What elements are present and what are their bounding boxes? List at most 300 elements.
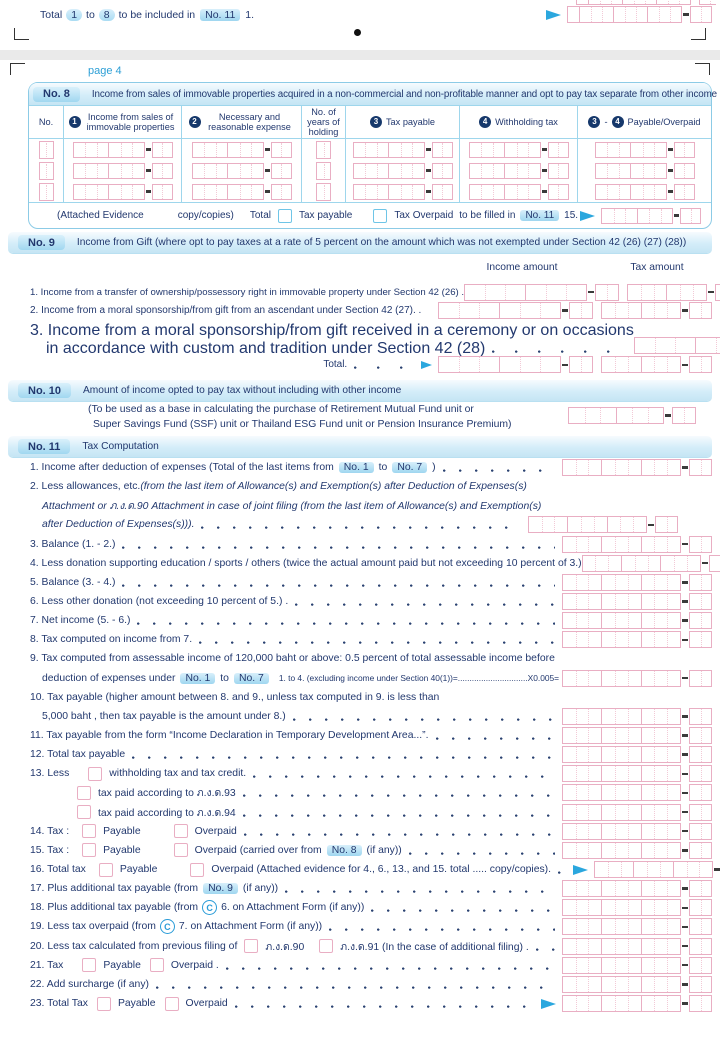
digit-cell[interactable] (642, 460, 655, 475)
digit-cell[interactable] (240, 185, 252, 199)
digit-cell[interactable] (607, 164, 619, 178)
digit-cell[interactable] (272, 143, 282, 157)
digit-cell[interactable] (121, 164, 133, 178)
amount-field[interactable] (582, 555, 720, 572)
digit-cell[interactable] (701, 357, 712, 372)
digit-cell[interactable] (520, 357, 540, 372)
digit-cell[interactable] (401, 185, 413, 199)
digit-cell[interactable] (97, 185, 109, 199)
digit-cell[interactable] (602, 881, 615, 896)
digit-cell[interactable] (588, 900, 601, 915)
digit-cell[interactable] (585, 408, 601, 423)
digit-cell[interactable] (576, 709, 589, 724)
digit-cell[interactable] (576, 958, 589, 973)
digit-cell[interactable] (681, 209, 691, 223)
digit-cell[interactable] (588, 977, 601, 992)
digit-cell[interactable] (690, 766, 701, 781)
digit-cell[interactable] (401, 143, 413, 157)
digit-cell[interactable] (615, 747, 628, 762)
digit-cell[interactable] (389, 164, 401, 178)
digit-cell[interactable] (628, 671, 641, 686)
digit-cell[interactable] (602, 671, 615, 686)
digit-cell[interactable] (642, 881, 655, 896)
digit-cell[interactable] (193, 185, 205, 199)
digit-cell[interactable] (563, 996, 576, 1011)
digit-cell[interactable] (622, 556, 635, 571)
digit-cell[interactable] (674, 556, 687, 571)
digit-cell[interactable] (608, 517, 621, 532)
digit-cell[interactable] (576, 537, 589, 552)
digit-cell[interactable] (121, 143, 133, 157)
digit-cell[interactable] (470, 185, 482, 199)
digit-cell[interactable] (635, 556, 648, 571)
amount-field[interactable] (562, 670, 712, 687)
digit-cell[interactable] (594, 517, 607, 532)
amount-field[interactable] (73, 142, 173, 158)
digit-cell[interactable] (602, 303, 615, 318)
amount-field[interactable] (601, 208, 701, 224)
digit-cell[interactable] (520, 303, 540, 318)
amount-field[interactable] (562, 459, 712, 476)
digit-cell[interactable] (412, 143, 424, 157)
digit-cell[interactable] (675, 164, 685, 178)
digit-cell[interactable] (588, 785, 601, 800)
digit-cell[interactable] (691, 7, 701, 22)
digit-cell[interactable] (654, 996, 667, 1011)
digit-cell[interactable] (558, 164, 568, 178)
digit-cell[interactable] (615, 357, 628, 372)
digit-cell[interactable] (667, 517, 678, 532)
digit-cell[interactable] (109, 164, 121, 178)
digit-cell[interactable] (596, 164, 608, 178)
digit-cell[interactable] (602, 709, 615, 724)
digit-cell[interactable] (588, 537, 601, 552)
digit-cell[interactable] (500, 357, 520, 372)
digit-cell[interactable] (654, 632, 667, 647)
amount-field[interactable] (73, 184, 173, 200)
amount-field[interactable] (576, 0, 716, 5)
digit-cell[interactable] (576, 977, 589, 992)
digit-cell[interactable] (684, 185, 694, 199)
digit-cell[interactable] (687, 862, 700, 877)
digit-cell[interactable] (433, 143, 443, 157)
amount-field[interactable] (562, 784, 712, 801)
digit-cell[interactable] (602, 209, 614, 223)
digit-cell[interactable] (563, 671, 576, 686)
digit-cell[interactable] (690, 709, 701, 724)
digit-cell[interactable] (628, 594, 641, 609)
digit-cell[interactable] (576, 919, 589, 934)
digit-cell[interactable] (628, 575, 641, 590)
digit-cell[interactable] (563, 460, 576, 475)
digit-cell[interactable] (648, 408, 664, 423)
digit-cell[interactable] (642, 900, 655, 915)
digit-cell[interactable] (74, 164, 86, 178)
digit-cell[interactable] (619, 185, 631, 199)
digit-cell[interactable] (588, 881, 601, 896)
digit-cell[interactable] (549, 185, 559, 199)
digit-cell[interactable] (576, 785, 589, 800)
digit-cell[interactable] (602, 785, 615, 800)
digit-cell[interactable] (588, 939, 601, 954)
digit-cell[interactable] (602, 919, 615, 934)
digit-cell[interactable] (641, 285, 654, 300)
digit-cell[interactable] (602, 632, 615, 647)
digit-cell[interactable] (667, 728, 680, 743)
digit-cell[interactable] (690, 537, 701, 552)
amount-field[interactable] (469, 163, 569, 179)
checkbox[interactable] (190, 863, 204, 877)
digit-cell[interactable] (667, 594, 680, 609)
digit-cell[interactable] (690, 919, 701, 934)
digit-cell[interactable] (642, 958, 655, 973)
digit-cell[interactable] (701, 728, 712, 743)
amount-field[interactable] (192, 142, 292, 158)
amount-field[interactable] (464, 284, 619, 301)
digit-cell[interactable] (701, 766, 712, 781)
digit-cell[interactable] (97, 143, 109, 157)
digit-cell[interactable] (667, 824, 680, 839)
digit-cell[interactable] (588, 709, 601, 724)
digit-cell[interactable] (642, 747, 655, 762)
digit-cell[interactable] (563, 785, 576, 800)
digit-cell[interactable] (615, 785, 628, 800)
digit-cell[interactable] (442, 164, 452, 178)
digit-cell[interactable] (607, 185, 619, 199)
digit-cell[interactable] (588, 460, 601, 475)
digit-cell[interactable] (628, 939, 641, 954)
digit-cell[interactable] (588, 632, 601, 647)
digit-cell[interactable] (654, 824, 667, 839)
digit-cell[interactable] (526, 285, 546, 300)
digit-cell[interactable] (576, 728, 589, 743)
digit-cell[interactable] (576, 671, 589, 686)
digit-cell[interactable] (251, 143, 263, 157)
digit-cell[interactable] (563, 632, 576, 647)
digit-cell[interactable] (615, 843, 628, 858)
digit-cell[interactable] (563, 900, 576, 915)
digit-cell[interactable] (654, 958, 667, 973)
amount-field[interactable] (562, 536, 712, 553)
amount-field[interactable] (595, 163, 695, 179)
digit-cell[interactable] (654, 285, 667, 300)
digit-cell[interactable] (667, 357, 680, 372)
digit-cell[interactable] (272, 164, 282, 178)
digit-cell[interactable] (576, 575, 589, 590)
digit-cell[interactable] (642, 632, 655, 647)
digit-cell[interactable] (602, 747, 615, 762)
tax-overpaid-checkbox[interactable] (373, 209, 387, 223)
digit-cell[interactable] (563, 843, 576, 858)
digit-cell[interactable] (459, 357, 479, 372)
digit-cell[interactable] (577, 0, 588, 4)
digit-cell[interactable] (615, 728, 628, 743)
digit-cell[interactable] (642, 303, 655, 318)
digit-cell[interactable] (401, 164, 413, 178)
digit-cell[interactable] (216, 164, 228, 178)
digit-cell[interactable] (481, 164, 493, 178)
digit-cell[interactable] (628, 357, 641, 372)
digit-cell[interactable] (481, 185, 493, 199)
digit-cell[interactable] (690, 900, 701, 915)
digit-cell[interactable] (602, 824, 615, 839)
checkbox[interactable] (77, 805, 91, 819)
digit-cell[interactable] (657, 0, 668, 4)
digit-cell[interactable] (634, 0, 645, 4)
digit-cell[interactable] (589, 0, 600, 4)
digit-cell[interactable] (576, 843, 589, 858)
digit-cell[interactable] (654, 728, 667, 743)
digit-cell[interactable] (654, 843, 667, 858)
digit-cell[interactable] (701, 805, 712, 820)
digit-cell[interactable] (643, 164, 655, 178)
digit-cell[interactable] (691, 209, 701, 223)
digit-cell[interactable] (563, 613, 576, 628)
digit-cell[interactable] (615, 939, 628, 954)
amount-field[interactable] (562, 765, 712, 782)
digit-box[interactable] (39, 183, 54, 201)
amount-field[interactable] (438, 356, 593, 373)
digit-cell[interactable] (602, 613, 615, 628)
amount-field[interactable] (562, 899, 712, 916)
amount-field[interactable] (562, 708, 712, 725)
digit-cell[interactable] (529, 517, 542, 532)
digit-cell[interactable] (638, 209, 650, 223)
digit-cell[interactable] (654, 919, 667, 934)
digit-cell[interactable] (85, 143, 97, 157)
digit-cell[interactable] (439, 303, 459, 318)
digit-cell[interactable] (701, 575, 712, 590)
digit-cell[interactable] (696, 338, 716, 353)
digit-cell[interactable] (690, 594, 701, 609)
digit-cell[interactable] (680, 285, 693, 300)
checkbox[interactable] (319, 939, 333, 953)
digit-cell[interactable] (479, 357, 499, 372)
digit-cell[interactable] (634, 862, 647, 877)
digit-cell[interactable] (631, 164, 643, 178)
digit-cell[interactable] (642, 709, 655, 724)
digit-cell[interactable] (615, 537, 628, 552)
digit-cell[interactable] (412, 185, 424, 199)
digit-cell[interactable] (716, 285, 720, 300)
digit-cell[interactable] (216, 185, 228, 199)
digit-cell[interactable] (602, 900, 615, 915)
amount-field[interactable] (438, 302, 593, 319)
digit-cell[interactable] (619, 143, 631, 157)
digit-cell[interactable] (654, 747, 667, 762)
digit-cell[interactable] (648, 556, 661, 571)
digit-cell[interactable] (614, 209, 626, 223)
digit-cell[interactable] (628, 537, 641, 552)
digit-cell[interactable] (500, 303, 520, 318)
digit-cell[interactable] (615, 613, 628, 628)
digit-cell[interactable] (132, 185, 144, 199)
digit-cell[interactable] (377, 143, 389, 157)
amount-field[interactable] (568, 407, 696, 424)
digit-cell[interactable] (654, 709, 667, 724)
digit-cell[interactable] (684, 143, 694, 157)
digit-cell[interactable] (642, 613, 655, 628)
digit-cell[interactable] (642, 671, 655, 686)
digit-cell[interactable] (701, 824, 712, 839)
digit-cell[interactable] (690, 632, 701, 647)
digit-cell[interactable] (595, 862, 608, 877)
digit-cell[interactable] (281, 143, 291, 157)
digit-cell[interactable] (701, 303, 712, 318)
amount-field[interactable] (469, 184, 569, 200)
digit-cell[interactable] (615, 824, 628, 839)
checkbox[interactable] (88, 767, 102, 781)
digit-cell[interactable] (602, 537, 615, 552)
digit-cell[interactable] (558, 143, 568, 157)
digit-cell[interactable] (701, 919, 712, 934)
digit-cell[interactable] (193, 164, 205, 178)
digit-cell[interactable] (690, 728, 701, 743)
digit-cell[interactable] (505, 143, 517, 157)
digit-cell[interactable] (581, 357, 592, 372)
digit-box[interactable] (39, 162, 54, 180)
digit-cell[interactable] (365, 185, 377, 199)
digit-cell[interactable] (701, 671, 712, 686)
digit-cell[interactable] (600, 408, 616, 423)
digit-cell[interactable] (701, 632, 712, 647)
digit-cell[interactable] (549, 164, 559, 178)
digit-cell[interactable] (623, 0, 634, 4)
digit-cell[interactable] (74, 185, 86, 199)
digit-cell[interactable] (628, 977, 641, 992)
digit-cell[interactable] (588, 996, 601, 1011)
digit-cell[interactable] (628, 460, 641, 475)
digit-cell[interactable] (628, 824, 641, 839)
digit-cell[interactable] (628, 843, 641, 858)
digit-cell[interactable] (667, 919, 680, 934)
digit-cell[interactable] (588, 843, 601, 858)
digit-cell[interactable] (661, 556, 674, 571)
digit-cell[interactable] (670, 7, 681, 22)
digit-cell[interactable] (701, 958, 712, 973)
amount-field[interactable] (601, 302, 712, 319)
digit-cell[interactable] (628, 285, 641, 300)
digit-cell[interactable] (690, 843, 701, 858)
digit-cell[interactable] (570, 303, 581, 318)
tax-payable-checkbox[interactable] (278, 209, 292, 223)
digit-cell[interactable] (690, 575, 701, 590)
digit-cell[interactable] (228, 164, 240, 178)
digit-cell[interactable] (701, 613, 712, 628)
digit-cell[interactable] (701, 747, 712, 762)
digit-cell[interactable] (636, 7, 647, 22)
digit-cell[interactable] (493, 164, 505, 178)
digit-cell[interactable] (654, 805, 667, 820)
digit-cell[interactable] (684, 164, 694, 178)
digit-cell[interactable] (576, 996, 589, 1011)
digit-cell[interactable] (228, 185, 240, 199)
digit-cell[interactable] (642, 805, 655, 820)
digit-cell[interactable] (701, 843, 712, 858)
digit-cell[interactable] (153, 143, 163, 157)
digit-cell[interactable] (701, 881, 712, 896)
digit-cell[interactable] (611, 0, 622, 4)
digit-cell[interactable] (576, 460, 589, 475)
digit-cell[interactable] (687, 556, 700, 571)
digit-cell[interactable] (628, 900, 641, 915)
digit-cell[interactable] (204, 164, 216, 178)
digit-cell[interactable] (628, 747, 641, 762)
digit-cell[interactable] (153, 185, 163, 199)
digit-cell[interactable] (570, 357, 581, 372)
digit-cell[interactable] (442, 185, 452, 199)
amount-field[interactable] (627, 284, 720, 301)
digit-cell[interactable] (563, 977, 576, 992)
digit-cell[interactable] (602, 594, 615, 609)
amount-field[interactable] (562, 593, 712, 610)
digit-cell[interactable] (615, 996, 628, 1011)
digit-cell[interactable] (251, 185, 263, 199)
digit-cell[interactable] (549, 143, 559, 157)
digit-cell[interactable] (628, 766, 641, 781)
digit-cell[interactable] (389, 185, 401, 199)
digit-cell[interactable] (493, 143, 505, 157)
digit-cell[interactable] (654, 977, 667, 992)
digit-cell[interactable] (563, 958, 576, 973)
digit-cell[interactable] (654, 671, 667, 686)
digit-cell[interactable] (615, 671, 628, 686)
digit-cell[interactable] (558, 185, 568, 199)
digit-cell[interactable] (602, 958, 615, 973)
digit-cell[interactable] (563, 537, 576, 552)
checkbox[interactable] (244, 939, 258, 953)
digit-cell[interactable] (710, 0, 716, 4)
digit-cell[interactable] (568, 7, 579, 22)
checkbox[interactable] (82, 958, 96, 972)
digit-cell[interactable] (648, 7, 659, 22)
digit-cell[interactable] (563, 824, 576, 839)
digit-cell[interactable] (647, 862, 660, 877)
digit-cell[interactable] (588, 613, 601, 628)
digit-cell[interactable] (633, 517, 646, 532)
digit-cell[interactable] (642, 996, 655, 1011)
digit-cell[interactable] (615, 977, 628, 992)
digit-cell[interactable] (628, 709, 641, 724)
digit-cell[interactable] (576, 594, 589, 609)
digit-cell[interactable] (240, 164, 252, 178)
digit-cell[interactable] (485, 285, 505, 300)
digit-cell[interactable] (433, 185, 443, 199)
digit-cell[interactable] (528, 143, 540, 157)
digit-cell[interactable] (563, 728, 576, 743)
digit-cell[interactable] (608, 862, 621, 877)
digit-cell[interactable] (563, 594, 576, 609)
digit-cell[interactable] (554, 517, 567, 532)
digit-cell[interactable] (642, 537, 655, 552)
digit-cell[interactable] (591, 7, 602, 22)
digit-cell[interactable] (690, 671, 701, 686)
checkbox[interactable] (174, 843, 188, 857)
digit-cell[interactable] (505, 185, 517, 199)
digit-cell[interactable] (642, 824, 655, 839)
digit-cell[interactable] (667, 285, 680, 300)
amount-field[interactable] (528, 516, 678, 533)
digit-cell[interactable] (667, 709, 680, 724)
digit-cell[interactable] (690, 805, 701, 820)
digit-cell[interactable] (109, 143, 121, 157)
digit-cell[interactable] (505, 285, 525, 300)
digit-cell[interactable] (628, 613, 641, 628)
checkbox[interactable] (82, 843, 96, 857)
amount-field[interactable] (469, 142, 569, 158)
digit-cell[interactable] (619, 164, 631, 178)
amount-field[interactable] (192, 184, 292, 200)
